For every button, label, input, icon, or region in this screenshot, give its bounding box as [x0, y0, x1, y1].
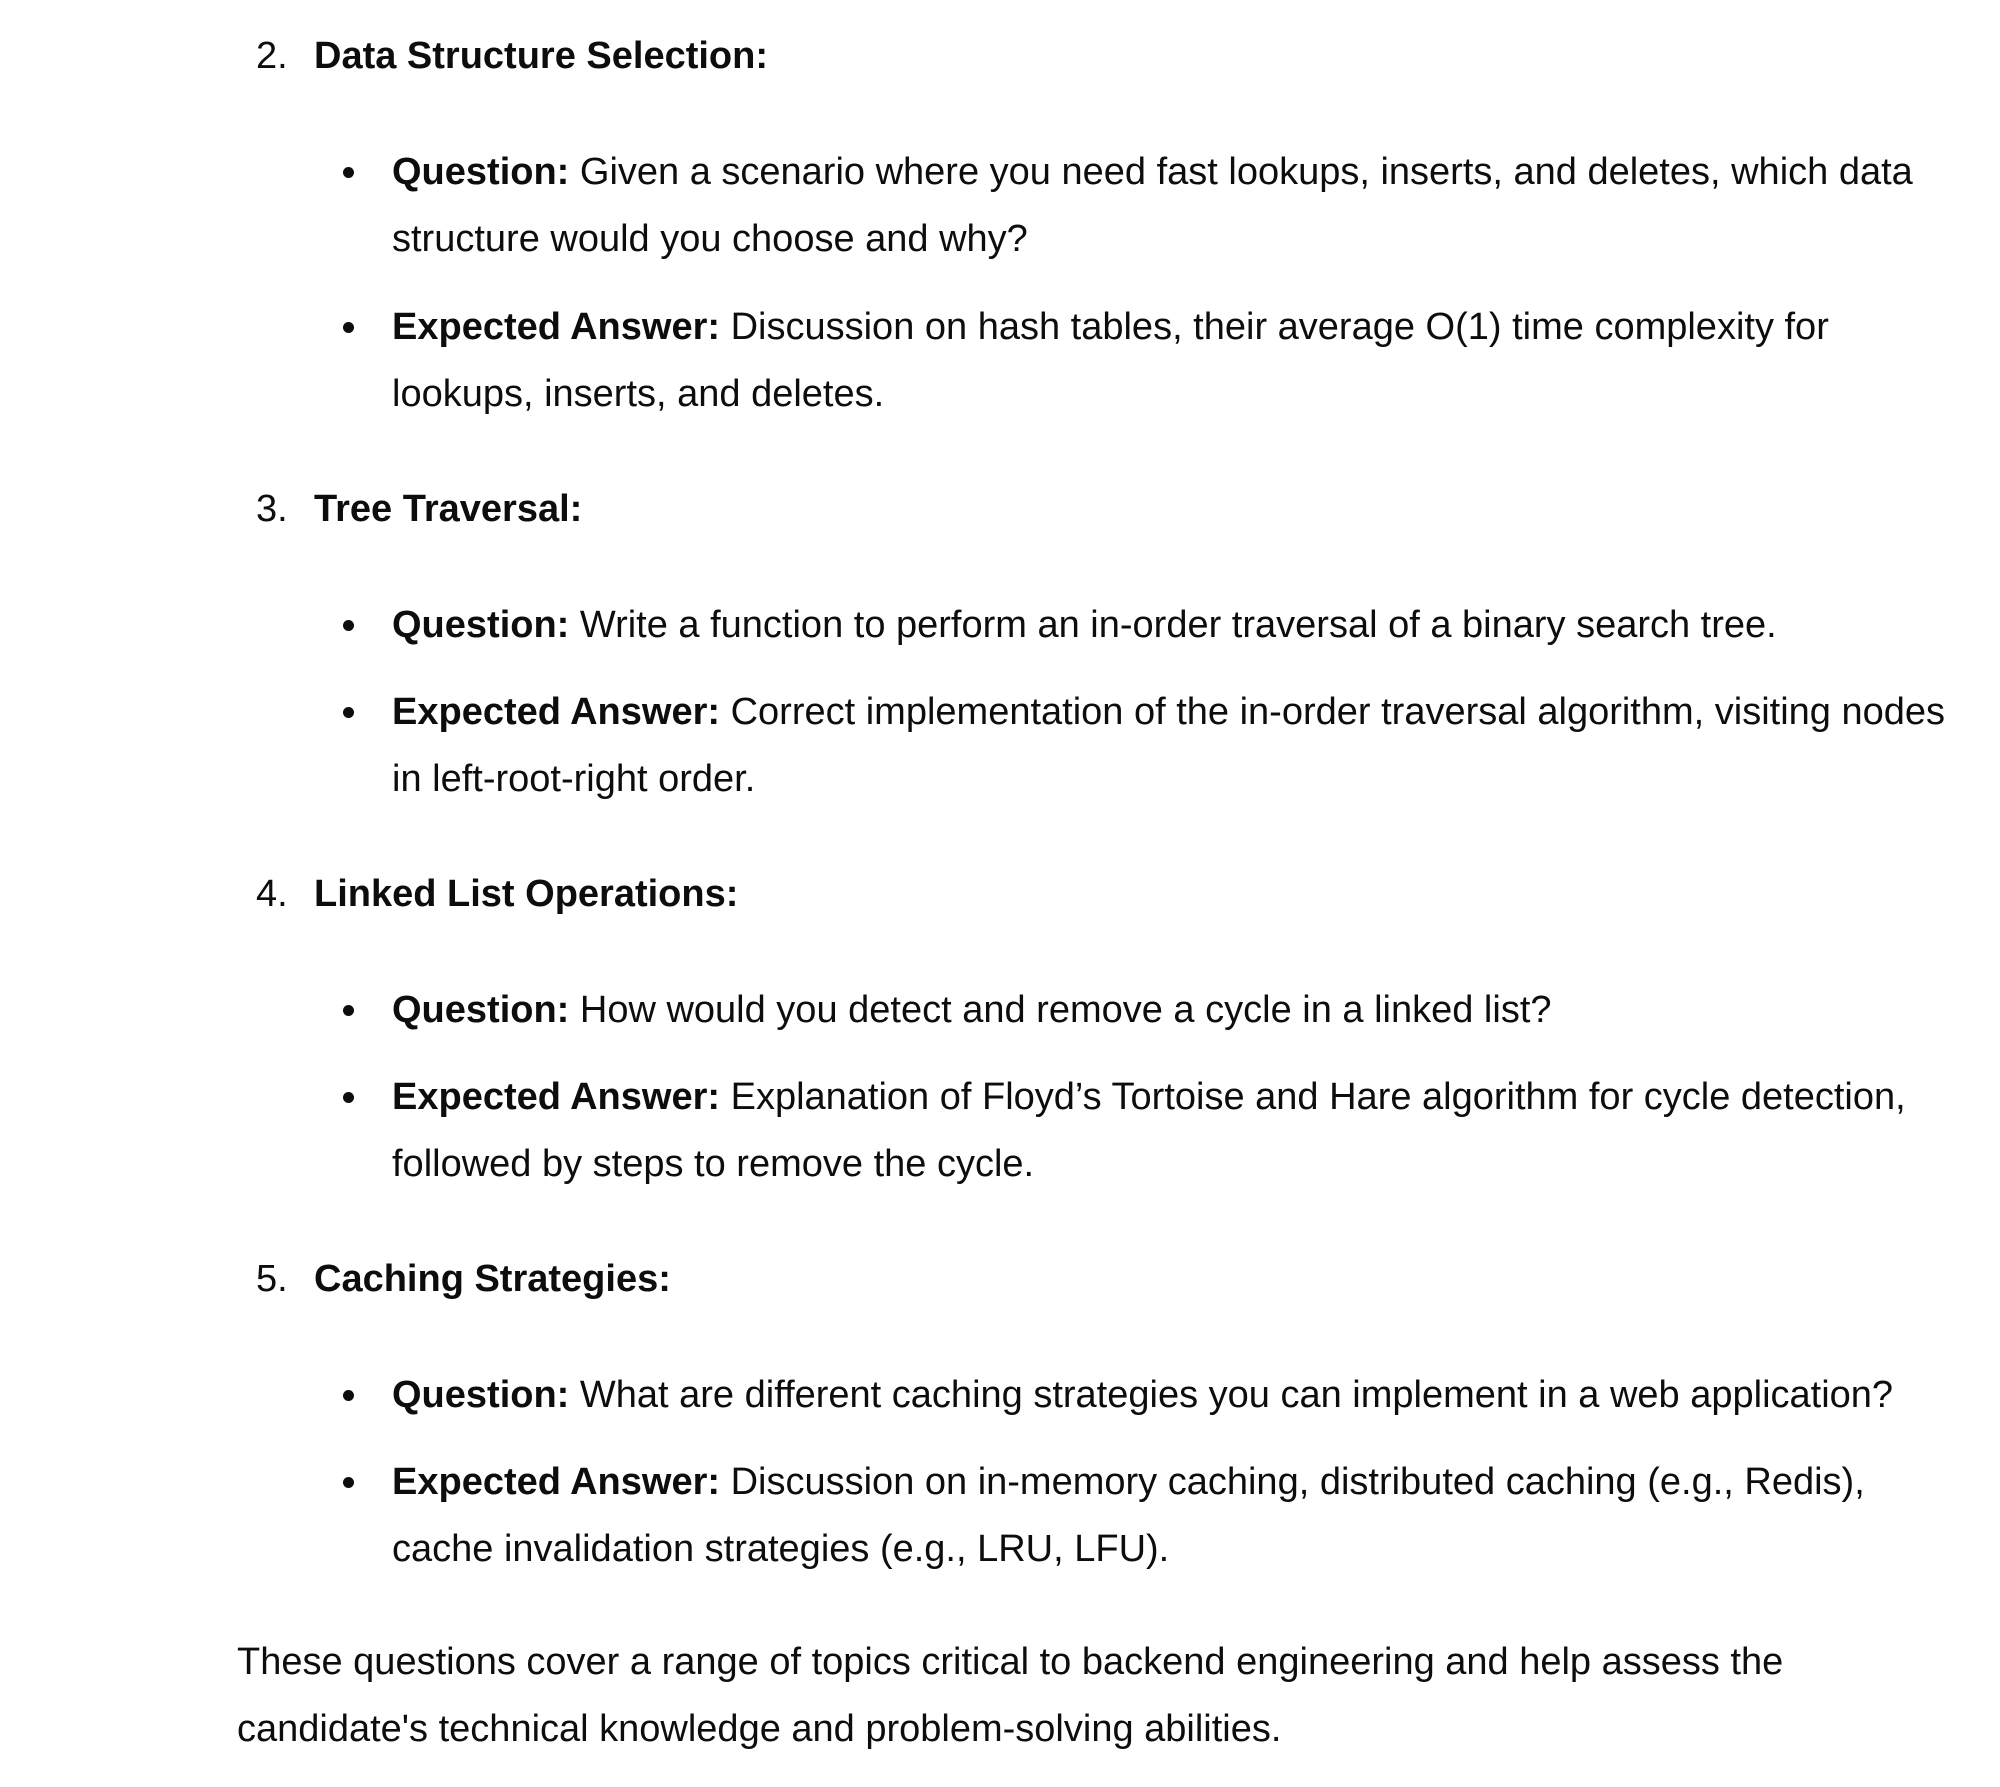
bullet-icon [343, 1477, 354, 1488]
question-label: Question: [392, 151, 570, 193]
question-text-block [392, 1362, 1962, 1429]
answer-text-block [392, 1449, 1962, 1583]
question-text: How would you detect and remove a cycle in a linked list? [579, 989, 1552, 1031]
list-number: 2. [256, 35, 288, 77]
answer-text: Discussion on hash tables, their average O(1) time complexity for lookups, inserts, and deletes. [392, 306, 1829, 415]
bullet-icon [343, 1092, 354, 1103]
bullet-icon [343, 1005, 354, 1016]
question-label: Question: [392, 989, 570, 1031]
answer-label: Expected Answer: [392, 1076, 721, 1118]
question-text-block [392, 977, 1962, 1044]
answer-label: Expected Answer: [392, 691, 721, 733]
question-text-block [392, 139, 1962, 273]
bullet-icon [343, 620, 354, 631]
list-number: 4. [256, 873, 288, 915]
answer-text: Discussion on in-memory caching, distributed caching (e.g., Redis), cache invalidation strategies (e.g., LRU, LFU). [392, 1461, 1865, 1570]
answer-text: Correct implementation of the in-order traversal algorithm, visiting nodes in left-root-right order. [392, 691, 1946, 800]
question-label: Question: [392, 604, 570, 646]
list-item-title: Linked List Operations: [314, 873, 739, 915]
answer-text: Explanation of Floyd’s Tortoise and Hare algorithm for cycle detection, followed by steps to remove the cycle. [392, 1076, 1906, 1185]
bullet-icon [343, 1390, 354, 1401]
bullet-icon [343, 167, 354, 178]
answer-label: Expected Answer: [392, 306, 721, 348]
answer-text-block [392, 1064, 1962, 1198]
question-text: Given a scenario where you need fast lookups, inserts, and deletes, which data structure would you choose and why? [392, 151, 1913, 260]
list-item-title: Tree Traversal: [314, 488, 583, 530]
list-item-title: Caching Strategies: [314, 1258, 671, 1300]
bullet-icon [343, 707, 354, 718]
list-number: 3. [256, 488, 288, 530]
bullet-icon [343, 322, 354, 333]
answer-text-block [392, 679, 1962, 813]
list-item-title: Data Structure Selection: [314, 35, 768, 77]
question-text: Write a function to perform an in-order traversal of a binary search tree. [579, 604, 1777, 646]
question-text: What are different caching strategies you can implement in a web application? [579, 1374, 1894, 1416]
closing-paragraph: These questions cover a range of topics critical to backend engineering and help assess the candidate's technical knowledge and problem-solving abilities. [237, 1641, 1784, 1750]
question-text-block [392, 592, 1962, 659]
question-label: Question: [392, 1374, 570, 1416]
answer-label: Expected Answer: [392, 1461, 721, 1503]
answer-text-block [392, 294, 1962, 428]
list-number: 5. [256, 1258, 288, 1300]
